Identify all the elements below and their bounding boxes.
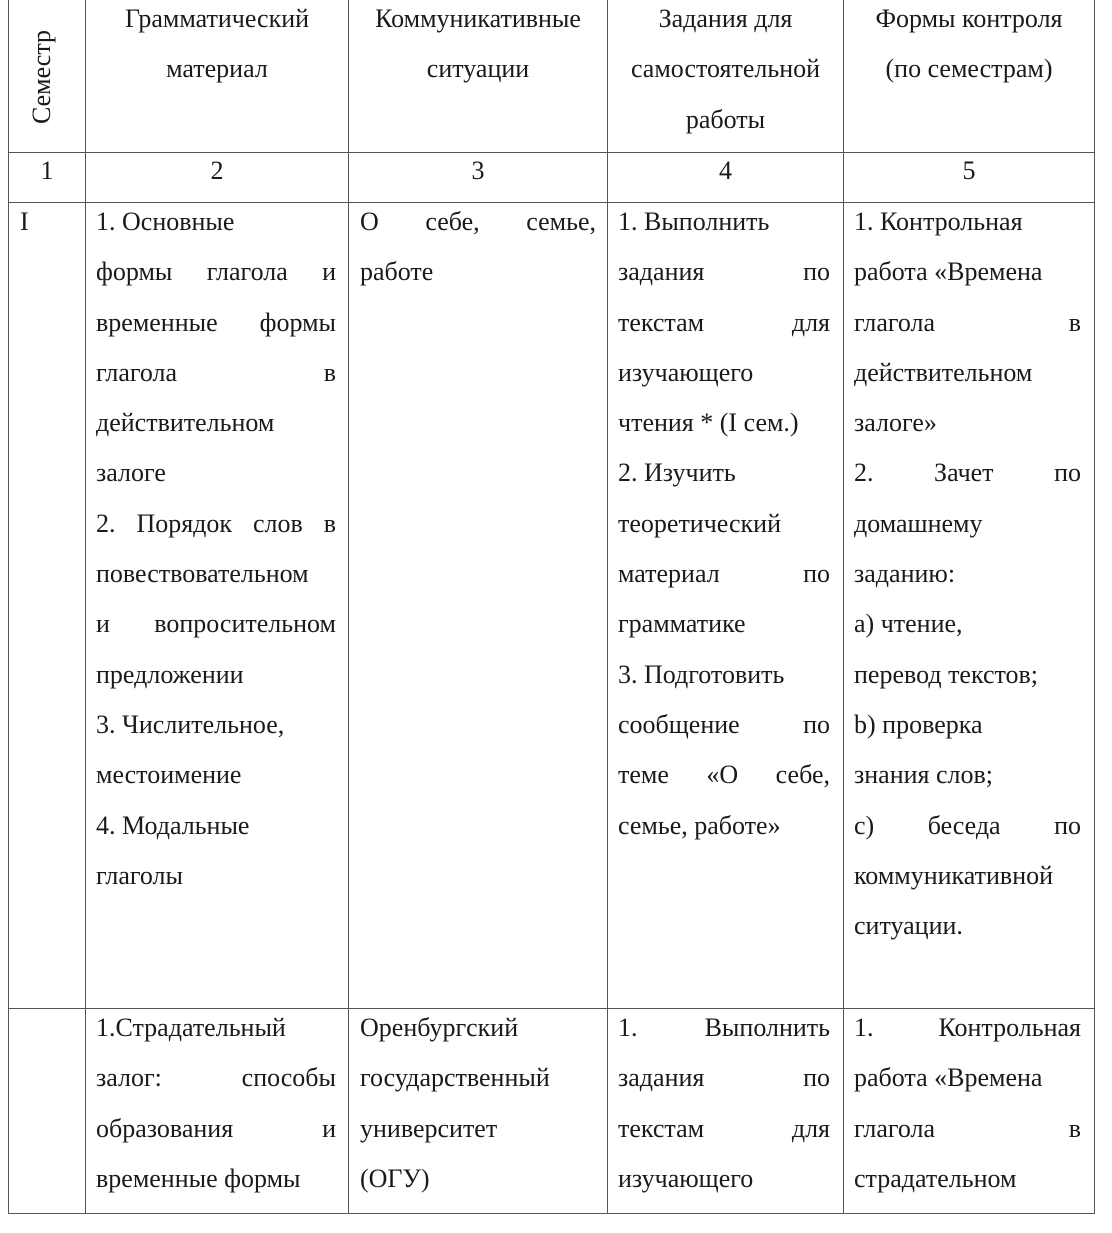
grammar-line: залог: способы [96, 1063, 336, 1093]
header-tasks-line: самостоятельной [630, 54, 821, 84]
control-line: перевод текстов; [854, 659, 1039, 689]
control-line: глагола в [854, 1113, 1081, 1143]
column-number: 2 [210, 156, 224, 185]
tasks-line: задания по [618, 257, 830, 287]
header-situations-line: ситуации [426, 54, 530, 84]
tasks-line: материал по [618, 559, 830, 589]
column-number: 1 [40, 156, 54, 185]
grammar-cell [96, 197, 336, 901]
situations-line: университет [360, 1113, 498, 1143]
grammar-line: местоимение [96, 760, 242, 790]
grammar-line: 1. Основные [96, 207, 235, 236]
grammar-line: глагола в [96, 357, 336, 387]
header-tasks [608, 0, 843, 145]
situations-line: государственный [360, 1063, 550, 1093]
tasks-line: 3. Подготовить [618, 659, 785, 689]
tasks-line: задания по [618, 1063, 830, 1093]
tasks-cell [618, 1003, 830, 1204]
header-control-line: Формы контроля [875, 4, 1063, 33]
column-number: 5 [962, 156, 976, 185]
grammar-line: 4. Модальные [96, 810, 250, 840]
semester-cell [20, 197, 80, 247]
control-line: a) чтение, [854, 609, 963, 639]
tasks-line: 1. Выполнить [618, 1013, 830, 1042]
header-control-line: (по семестрам) [885, 54, 1053, 84]
tasks-cell [618, 197, 830, 851]
control-line: работа «Времена [854, 257, 1043, 287]
control-line: коммуникативной [854, 860, 1054, 890]
situations-line: О себе, семье, [360, 207, 596, 236]
situations-cell [360, 197, 596, 298]
header-tasks-line: работы [685, 104, 766, 134]
tasks-line: изучающего [618, 1163, 754, 1193]
tasks-line: грамматике [618, 609, 746, 639]
grammar-line: предложении [96, 659, 244, 689]
control-line: залоге» [854, 408, 937, 438]
grammar-line: формы глагола и [96, 257, 336, 287]
header-semester-text: Семестр [27, 29, 56, 125]
header-situations [349, 0, 607, 95]
tasks-line: текстам для [618, 307, 830, 337]
situations-line: работе [360, 257, 434, 287]
control-line: заданию: [854, 559, 956, 589]
grammar-line: залоге [96, 458, 166, 488]
grammar-line: повествовательном [96, 559, 309, 589]
control-line: 1. Контрольная [854, 207, 1023, 236]
grammar-line: образования и [96, 1113, 336, 1143]
control-line: глагола в [854, 307, 1081, 337]
control-line: домашнему [854, 508, 983, 538]
header-situations-line: Коммуникативные [375, 4, 581, 33]
control-line: работа «Времена [854, 1063, 1043, 1093]
tasks-line: изучающего [618, 357, 754, 387]
tasks-line: текстам для [618, 1113, 830, 1143]
column-number: 3 [471, 156, 485, 185]
header-grammar [86, 0, 348, 95]
control-line: 1. Контрольная [854, 1013, 1081, 1042]
situations-line: (ОГУ) [360, 1163, 430, 1193]
header-grammar-line: Грамматический [124, 4, 310, 33]
tasks-line: 2. Изучить [618, 458, 736, 488]
situations-line: Оренбургский [360, 1013, 519, 1042]
table-border-right [1094, 0, 1095, 1214]
control-line: действительном [854, 357, 1033, 387]
grammar-line: временные формы [96, 1163, 301, 1193]
header-control [844, 0, 1094, 95]
column-number: 4 [719, 156, 732, 185]
grammar-line: и вопросительном [96, 609, 336, 639]
control-line: 2. Зачет по [854, 458, 1081, 488]
tasks-line: 1. Выполнить [618, 207, 770, 236]
grammar-line: временные формы [96, 307, 336, 337]
grammar-line: 2. Порядок слов в [96, 508, 336, 538]
grammar-line: глаголы [96, 860, 183, 890]
header-tasks-line: Задания для [658, 4, 793, 33]
control-line: b) проверка [854, 709, 983, 739]
control-cell [854, 197, 1081, 951]
tasks-line: чтения * (I сем.) [618, 408, 799, 438]
control-line: страдательном [854, 1163, 1017, 1193]
semester-value: I [20, 207, 29, 236]
tasks-line: сообщение по [618, 709, 830, 739]
situations-cell [360, 1003, 596, 1204]
grammar-cell [96, 1003, 336, 1204]
header-grammar-line: материал [166, 54, 268, 84]
table-border-bottom [8, 1213, 1095, 1214]
grammar-line: действительном [96, 408, 275, 438]
tasks-line: теме «О себе, [618, 760, 830, 790]
grammar-line: 3. Числительное, [96, 709, 285, 739]
control-line: знания слов; [854, 760, 994, 790]
control-line: ситуации. [854, 911, 963, 941]
tasks-line: теоретический [618, 508, 781, 538]
control-cell [854, 1003, 1081, 1204]
grammar-line: 1.Страдательный [96, 1013, 286, 1042]
header-semester [22, 12, 62, 142]
tasks-line: семье, работе» [618, 810, 781, 840]
control-line: c) беседа по [854, 810, 1081, 840]
